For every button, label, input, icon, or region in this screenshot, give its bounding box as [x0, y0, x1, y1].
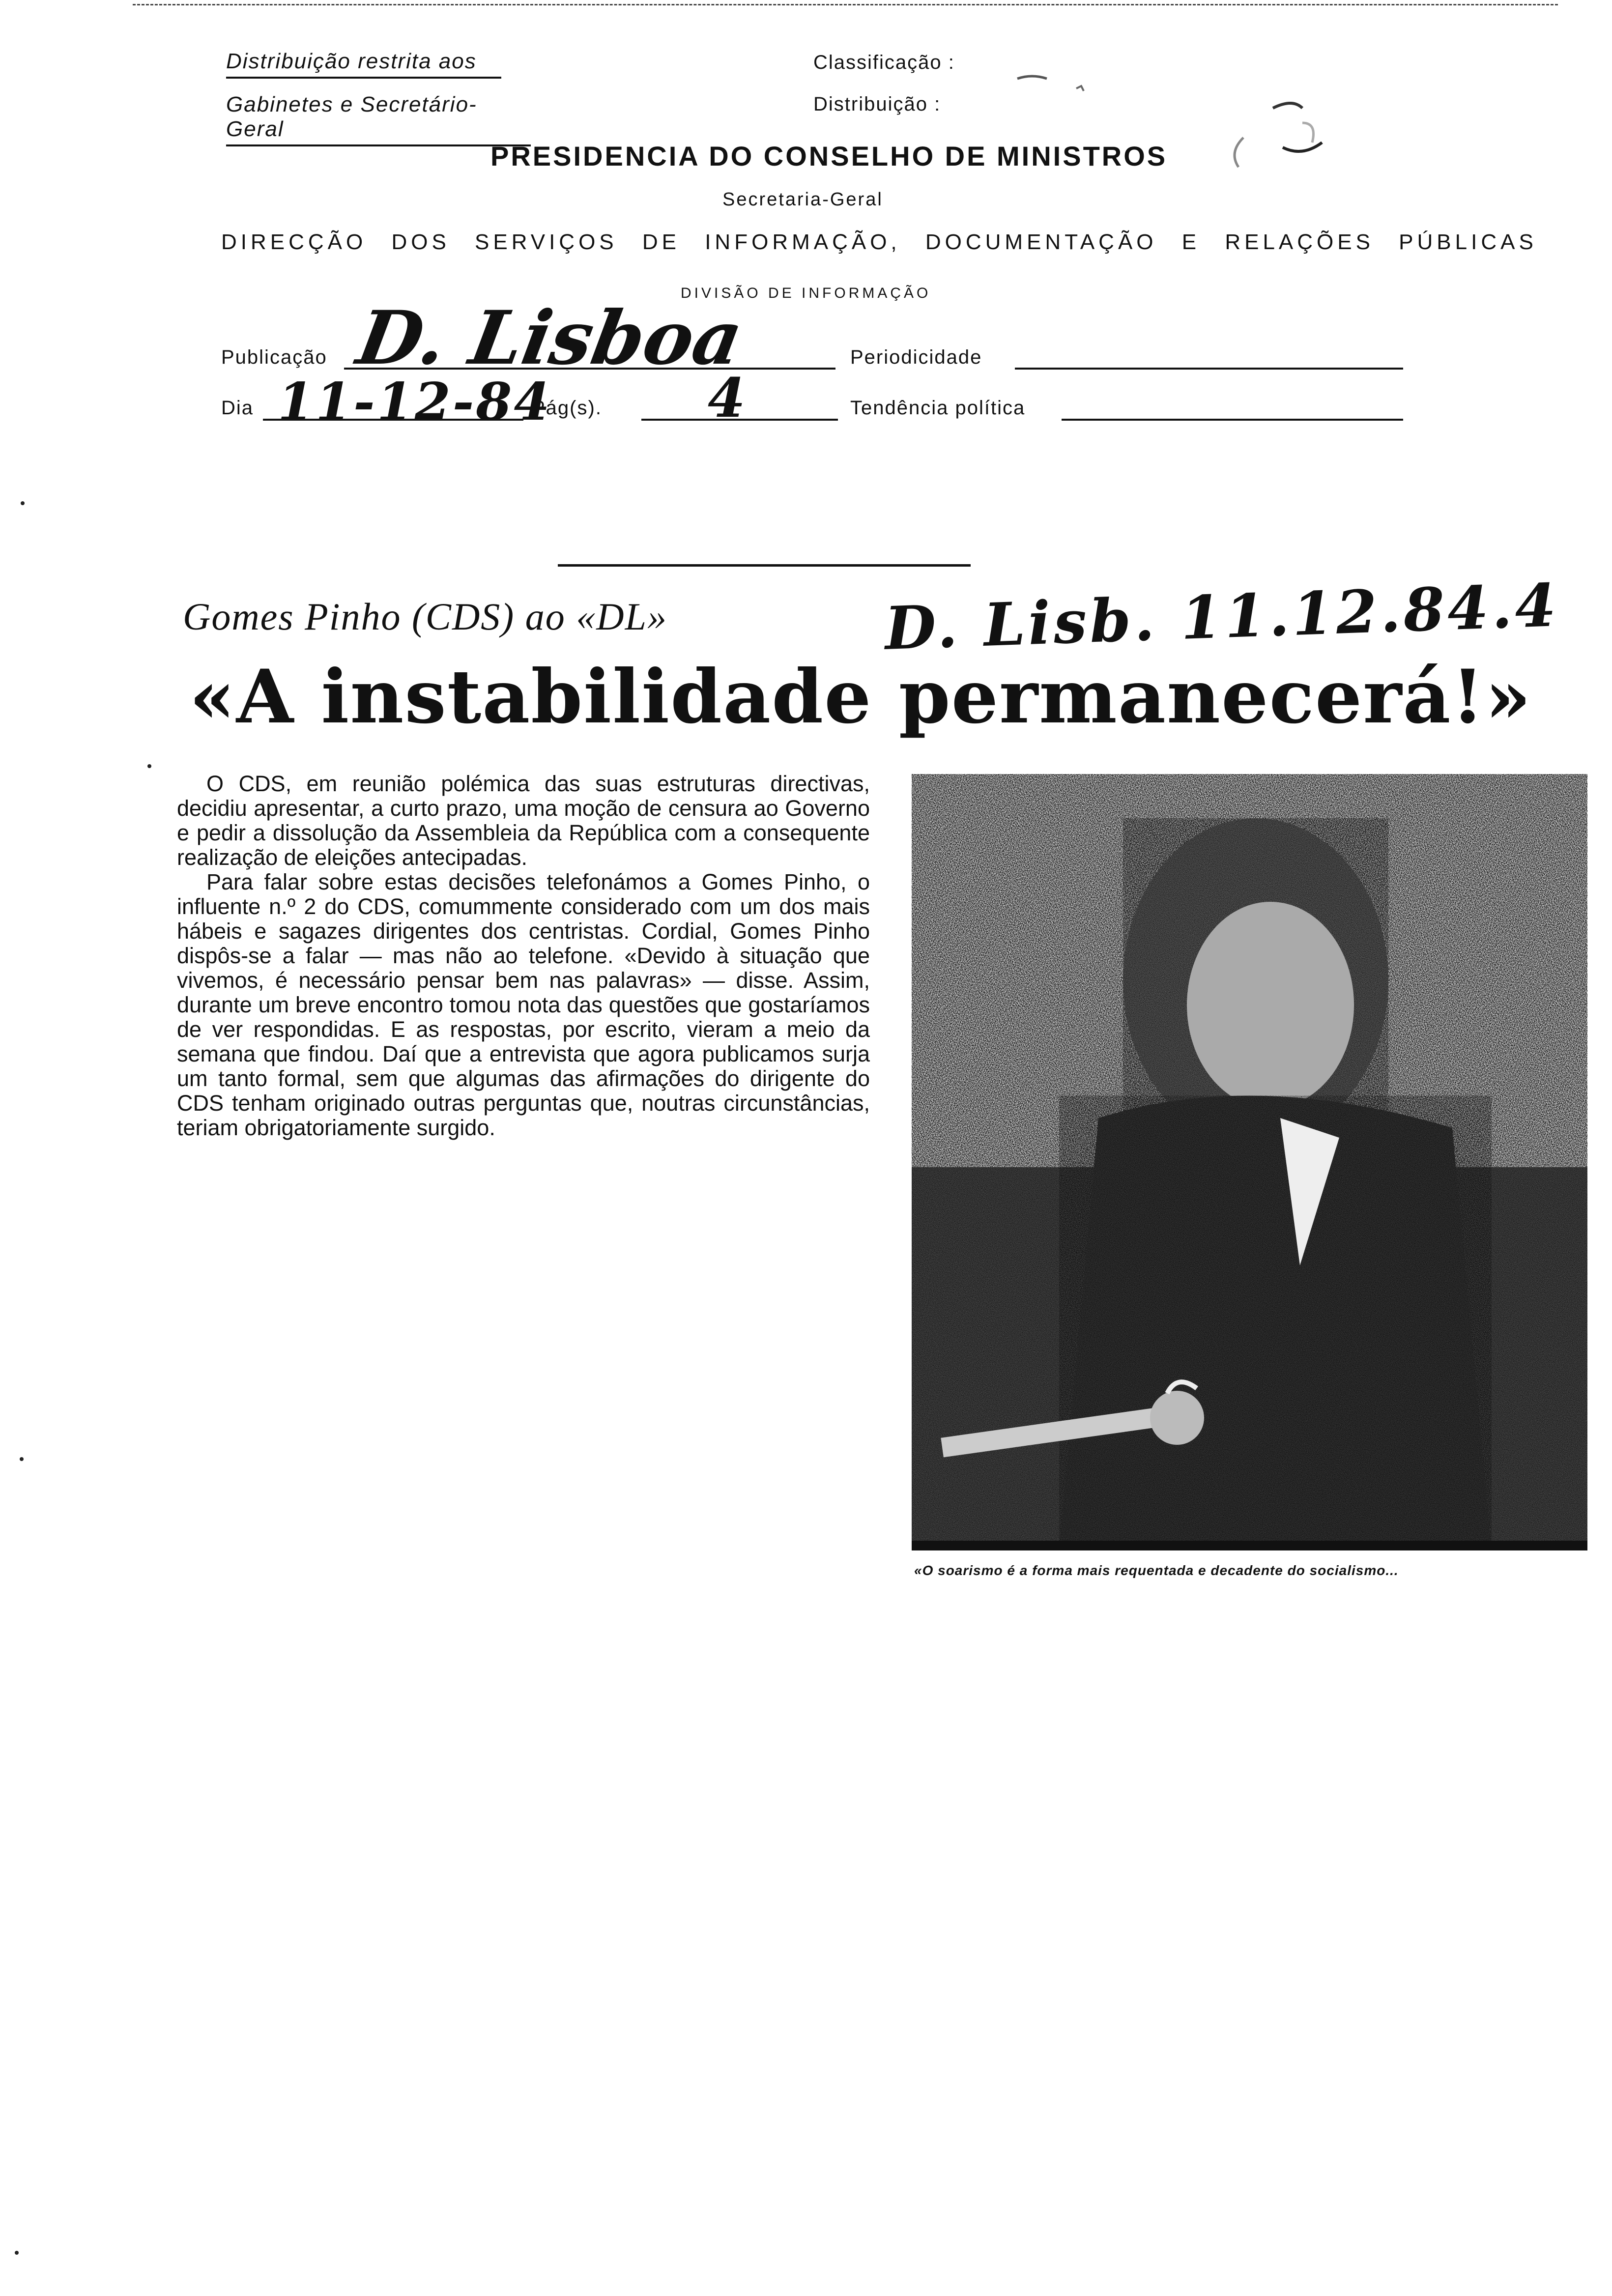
tendency-label: Tendência política	[850, 397, 1026, 419]
directorate-line: DIRECÇÃO DOS SERVIÇOS DE INFORMAÇÃO, DOCUMENTAÇÃO E RELAÇÕES PÚBLICAS	[221, 230, 1537, 254]
distribution-label: Distribuição :	[813, 93, 941, 115]
margin-speck	[147, 764, 151, 768]
article-rule	[558, 564, 971, 567]
margin-speck	[21, 501, 25, 505]
pages-label: Pág(s).	[532, 397, 602, 419]
photo-caption: «O soarismo é a forma mais requentada e decadente do socialismo...	[914, 1563, 1399, 1578]
tendency-field	[1062, 419, 1403, 421]
publication-handwritten: D. Lisboa	[351, 295, 749, 381]
pages-handwritten: 4	[708, 366, 746, 430]
article-body	[177, 772, 870, 1140]
publication-label: Publicação	[221, 346, 327, 368]
handwritten-annotation: D. Lisb. 11.12.84.4	[883, 571, 1560, 663]
division-label: DIVISÃO DE INFORMAÇÃO	[681, 285, 931, 301]
interviewee-photo	[912, 774, 1587, 1550]
article-headline: «A instabilidade permanecerá!»	[189, 654, 1532, 740]
article-paragraph: Para falar sobre estas decisões telefonámos a Gomes Pinho, o influente n.º 2 do CDS, comummente considerado com um dos mais hábeis e sagazes dirigentes dos centristas. Cordial, Gomes Pinho dispôs-se a falar — mas não ao telefone. «Devido à situação que vivemos, é necessário pensar bem nas palavras» — disse. Assim, durante um breve encontro tomou nota das questões que gostaríamos de ver respondidas. E as respostas, por escrito, vieram a meio da semana que findou. Daí que a entrevista que agora publicamos surja um tanto formal, sem que algumas das afirmações do dirigente do CDS tenham originado outras perguntas que, noutras circunstâncias, teriam obrigatoriamente surgido.	[177, 869, 870, 1140]
day-label: Dia	[221, 397, 254, 419]
article-paragraph: O CDS, em reunião polémica das suas estruturas directivas, decidiu apresentar, a curto prazo, uma moção de censura ao Governo e pedir a dissolução da Assembleia da República com a consequente realização de eleições antecipadas.	[177, 771, 870, 870]
margin-speck	[20, 1457, 24, 1461]
margin-speck	[15, 2251, 19, 2255]
periodicity-label: Periodicidade	[850, 346, 982, 368]
scan-top-line	[133, 4, 1558, 5]
org-title: PRESIDENCIA DO CONSELHO DE MINISTROS	[490, 141, 1168, 172]
org-subtitle: Secretaria-Geral	[722, 189, 883, 210]
periodicity-field	[1015, 368, 1403, 370]
day-handwritten: 11-12-84	[278, 371, 552, 432]
distribution-restricted-line1: Distribuição restrita aos	[226, 49, 501, 79]
article-kicker: Gomes Pinho (CDS) ao «DL»	[183, 595, 667, 638]
distribution-restricted-line2: Gabinetes e Secretário-Geral	[226, 92, 531, 146]
classification-label: Classificação :	[813, 52, 955, 73]
